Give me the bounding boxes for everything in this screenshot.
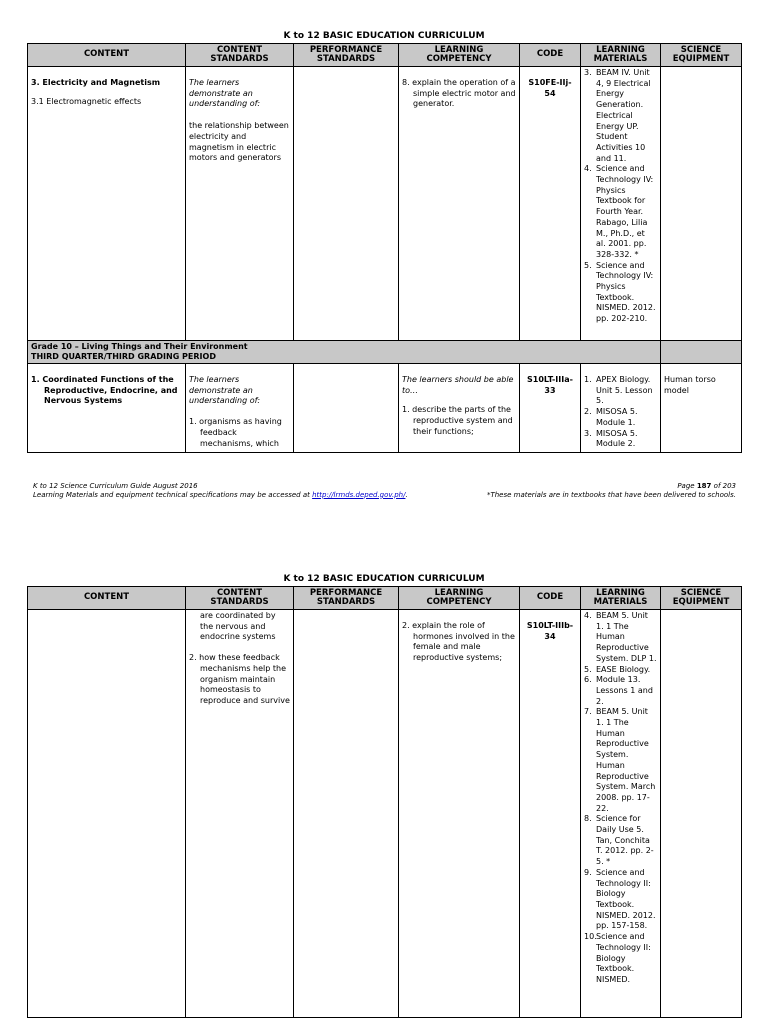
page-title: K to 12 BASIC EDUCATION CURRICULUM — [283, 31, 485, 41]
competency-item: 1. describe the parts of the reproductive system and their functions; — [402, 405, 513, 436]
standards-intro: The learners demonstrate an understanding of: — [189, 78, 261, 109]
footer-note: *These materials are in textbooks that have been delivered to schools. — [486, 490, 736, 499]
page-number: Page 187 of 203 — [677, 482, 736, 490]
col-learning-competency: LEARNING COMPETENCY — [399, 44, 520, 67]
content-title: 1. Coordinated Functions of the Reproductive, Endocrine, and Nervous Systems — [31, 375, 178, 406]
standards-item: 1. organisms as having feedback mechanisms, which — [189, 417, 282, 448]
performance-standards-cell — [294, 610, 399, 1018]
standards-item: 2. how these feedback mechanisms help the organism maintain homeostasis to reproduce and survive — [189, 653, 290, 705]
content-title: 3. Electricity and Magnetism — [31, 78, 161, 87]
materials-list — [584, 375, 657, 450]
list-item: 8. Science for Daily Use 5. Tan, Conchita T. 2012. pp. 2-5. * — [584, 814, 654, 867]
competency-intro: The learners should be able to… — [402, 375, 514, 395]
col-learning-materials: LEARNING MATERIALS — [581, 44, 661, 67]
table-row — [28, 364, 742, 453]
col-performance-standards: PERFORMANCE STANDARDS — [294, 587, 399, 610]
col-code: CODE — [520, 44, 581, 67]
list-item: 5. Science and Technology IV: Physics Textbook. NISMED. 2012. pp. 202-210. — [584, 260, 656, 324]
list-item: 9. Science and Technology II: Biology Textbook. NISMED. 2012. pp. 157-158. — [584, 867, 656, 931]
list-item: 4. BEAM 5. Unit 1. 1 The Human Reproductive System. DLP 1. — [584, 611, 657, 663]
col-content-standards: CONTENT STANDARDS — [186, 44, 294, 67]
competency-item: 8. explain the operation of a simple electric motor and generator. — [402, 78, 516, 109]
list-item: 6. Module 13. Lessons 1 and 2. — [584, 675, 653, 706]
code-value: S10LT-IIIa-33 — [527, 375, 573, 395]
equipment-cell — [661, 610, 742, 1018]
col-science-equipment: SCIENCE EQUIPMENT — [661, 587, 742, 610]
competency-item: 2. explain the role of hormones involved in the female and male reproductive systems; — [402, 621, 515, 663]
materials-list — [584, 611, 657, 986]
footer-guide-title: K to 12 Science Curriculum Guide August 2016 — [33, 482, 198, 490]
section-grade-title: Grade 10 – Living Things and Their Environment — [31, 342, 248, 351]
list-item: 7. BEAM 5. Unit 1. 1 The Human Reproductive System. Human Reproductive System. March 2008. pp. 17-22. — [584, 707, 656, 813]
list-item: 10. Science and Technology II: Biology Textbook. NISMED. — [584, 932, 651, 984]
standards-body: the relationship between electricity and magnetism in electric motors and generators — [189, 121, 289, 163]
code-value: S10FE-IIj-54 — [528, 78, 572, 98]
list-item: 3. BEAM IV. Unit 4, 9 Electrical Energy Generation. Electrical Energy UP. Student Activities 10 and 11. — [584, 68, 651, 163]
col-code: CODE — [520, 587, 581, 610]
equipment-value: Human torso model — [664, 375, 716, 395]
table-header-row — [28, 44, 742, 67]
col-content: CONTENT — [28, 44, 186, 67]
col-learning-materials: LEARNING MATERIALS — [581, 587, 661, 610]
content-subtopic: 3.1 Electromagnetic effects — [31, 96, 142, 106]
materials-list — [584, 68, 657, 325]
list-item: 1. APEX Biology. Unit 5. Lesson 5. — [584, 375, 653, 406]
col-content-standards: CONTENT STANDARDS — [186, 587, 294, 610]
code-value: S10LT-IIIb-34 — [526, 621, 574, 641]
standards-intro: The learners demonstrate an understanding of: — [189, 375, 261, 406]
col-science-equipment: SCIENCE EQUIPMENT — [661, 44, 742, 67]
list-item: 3. MISOSA 5. Module 2. — [584, 428, 638, 449]
performance-standards-cell — [294, 67, 399, 341]
col-content: CONTENT — [28, 587, 186, 610]
equipment-cell — [661, 67, 742, 341]
section-quarter-title: THIRD QUARTER/THIRD GRADING PERIOD — [31, 352, 216, 361]
col-learning-competency: LEARNING COMPETENCY — [399, 587, 520, 610]
list-item: 2. MISOSA 5. Module 1. — [584, 407, 638, 427]
curriculum-table — [27, 43, 742, 453]
table-row — [28, 610, 742, 1018]
list-item: 5. EASE Biology. — [584, 664, 651, 674]
standards-continued: are coordinated by the nervous and endocrine systems — [200, 611, 276, 642]
lrmds-link[interactable]: http://lrmds.deped.gov.ph/ — [312, 490, 406, 499]
curriculum-table — [27, 586, 742, 1018]
table-row — [28, 67, 742, 341]
content-cell — [28, 610, 186, 1018]
section-header-row — [28, 341, 742, 364]
table-header-row — [28, 587, 742, 610]
col-performance-standards: PERFORMANCE STANDARDS — [294, 44, 399, 67]
page-title: K to 12 BASIC EDUCATION CURRICULUM — [283, 574, 485, 584]
performance-standards-cell — [294, 364, 399, 453]
page-footer: K to 12 Science Curriculum Guide August 2016 Learning Materials and equipment technical specifications may be accessed at http://lrmds.deped.gov.ph/. Page 187 of 203 *These materials are in textbooks that have been delivered to schools. — [33, 482, 736, 499]
list-item: 4. Science and Technology IV: Physics Textbook for Fourth Year. Rabago, Lilia M., Ph.D., et al. 2001. pp. 328-332. * — [584, 164, 654, 259]
